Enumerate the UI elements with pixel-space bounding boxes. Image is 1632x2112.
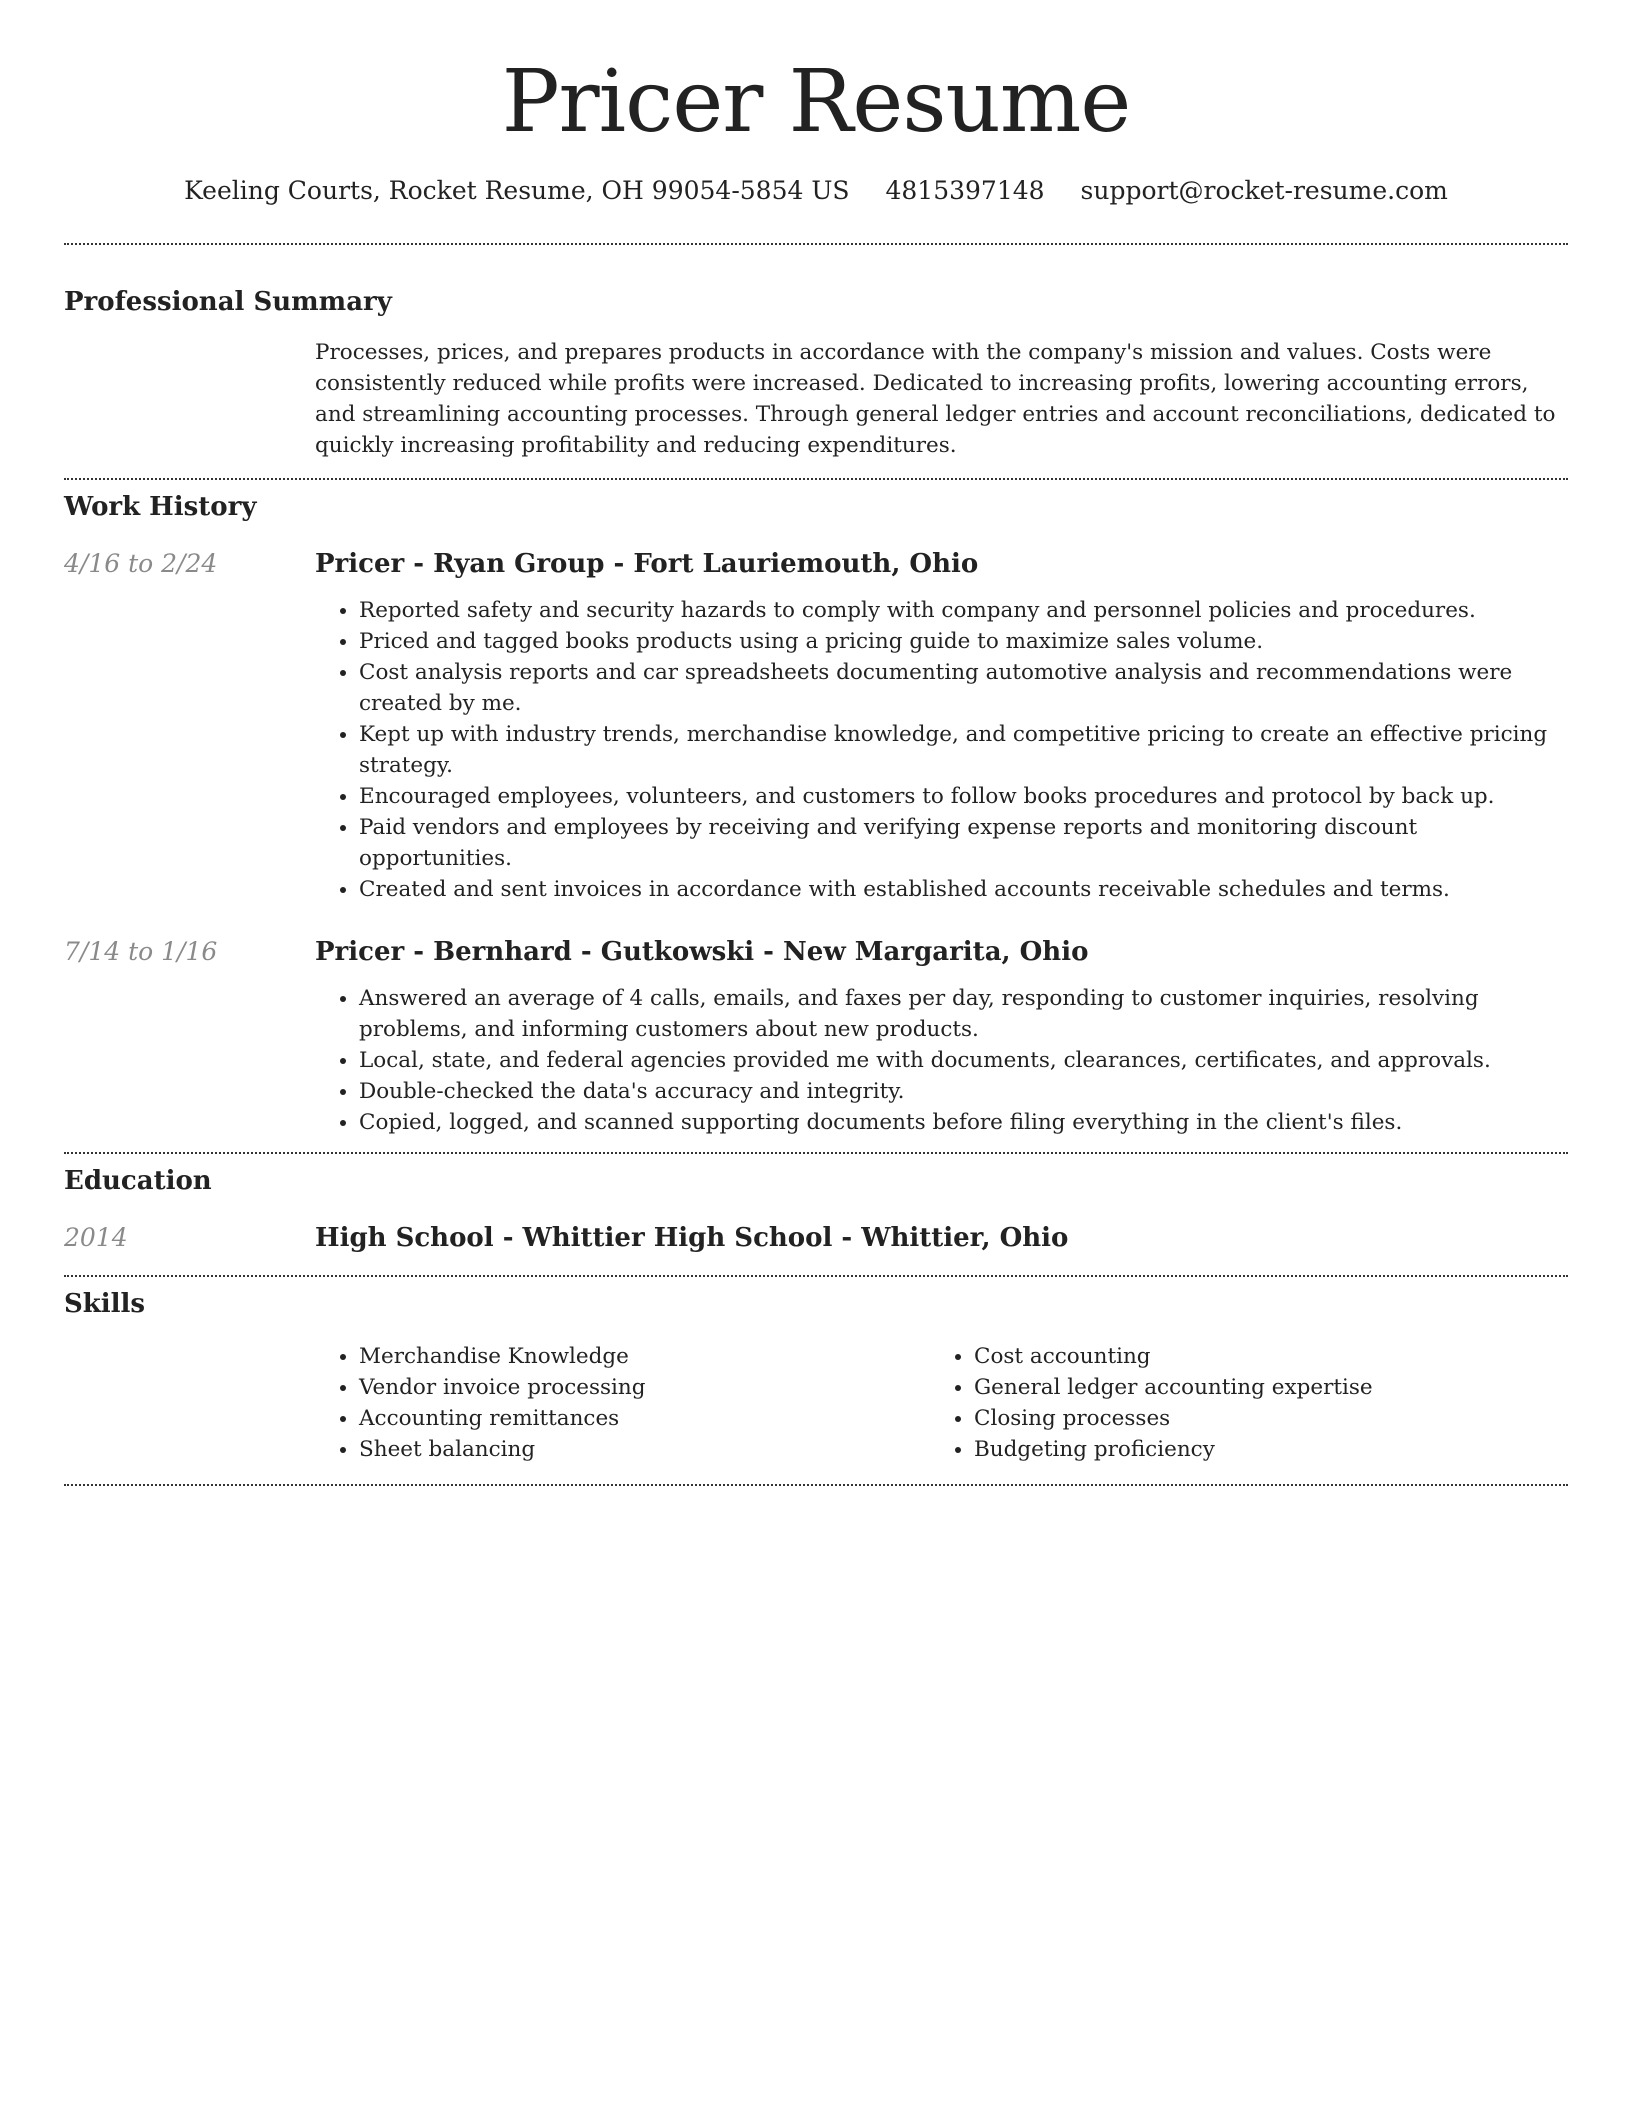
skills-list-right — [930, 1341, 1545, 1465]
section-title-skills: Skills — [64, 1289, 146, 1319]
skill-item: • Merchandise Knowledge — [359, 1341, 930, 1372]
work-history-section — [64, 480, 1568, 1138]
education-entry — [64, 1221, 1568, 1255]
skill-item: • Cost accounting — [974, 1341, 1545, 1372]
list-item: • Reported safety and security hazards to comply with company and personnel policies and procedures. — [359, 595, 1568, 626]
skill-item: • Closing processes — [974, 1403, 1545, 1434]
list-item: • Local, state, and federal agencies provided me with documents, clearances, certificates, and approvals. — [359, 1045, 1568, 1076]
skill-item: • Sheet balancing — [359, 1434, 930, 1465]
skill-item: • Budgeting proficiency — [974, 1434, 1545, 1465]
job-bullets — [315, 983, 1568, 1138]
skill-item: • General ledger accounting expertise — [974, 1372, 1545, 1403]
list-item: • Copied, logged, and scanned supporting documents before filing everything in the client's files. — [359, 1107, 1568, 1138]
summary-section — [64, 245, 1568, 461]
education-detail: High School - Whittier High School - Whittier, Ohio — [315, 1223, 1069, 1253]
skills-list-left — [315, 1341, 930, 1465]
list-item: • Priced and tagged books products using a pricing guide to maximize sales volume. — [359, 626, 1568, 657]
skill-item: • Accounting remittances — [359, 1403, 930, 1434]
resume-title: Pricer Resume — [501, 52, 1131, 152]
list-item: • Kept up with industry trends, merchandise knowledge, and competitive pricing to create an effective pricing strategy. — [359, 719, 1568, 781]
section-title-education: Education — [64, 1166, 212, 1196]
job-dates: 4/16 to 2/24 — [64, 549, 218, 578]
job-bullets — [315, 595, 1568, 905]
job-dates: 7/14 to 1/16 — [64, 937, 218, 966]
section-title-work-history: Work History — [64, 492, 257, 522]
skills-section — [64, 1277, 1568, 1465]
list-item: • Cost analysis reports and car spreadsheets documenting automotive analysis and recommendations were created by me. — [359, 657, 1568, 719]
divider — [64, 1484, 1568, 1486]
section-title-summary: Professional Summary — [64, 287, 392, 317]
contact-phone: 4815397148 — [885, 176, 1045, 205]
list-item: • Created and sent invoices in accordance with established accounts receivable schedules and terms. — [359, 874, 1568, 905]
summary-text: Processes, prices, and prepares products in accordance with the company's mission and values. Costs were consistently reduced while profits were increased. Dedicated to increasing profits, lowering accounting errors, and streamlining accounting processes. Through general ledger entries and account reconciliations, dedicated to quickly increasing profitability and reducing expenditures. — [315, 340, 1556, 458]
list-item: • Encouraged employees, volunteers, and customers to follow books procedures and protocol by back up. — [359, 781, 1568, 812]
skill-item: • Vendor invoice processing — [359, 1372, 930, 1403]
skills-grid — [315, 1341, 1568, 1465]
list-item: • Double-checked the data's accuracy and integrity. — [359, 1076, 1568, 1107]
job-title: Pricer - Ryan Group - Fort Lauriemouth, Ohio — [315, 549, 979, 579]
education-year: 2014 — [64, 1223, 128, 1252]
education-section — [64, 1154, 1568, 1255]
job-entry — [64, 935, 1568, 1138]
job-entry — [64, 547, 1568, 905]
contact-email: support@rocket-resume.com — [1080, 176, 1448, 205]
list-item: • Paid vendors and employees by receiving and verifying expense reports and monitoring discount opportunities. — [359, 812, 1568, 874]
list-item: • Answered an average of 4 calls, emails, and faxes per day, responding to customer inquiries, resolving problems, and informing customers about new products. — [359, 983, 1568, 1045]
contact-line — [64, 174, 1568, 208]
contact-address: Keeling Courts, Rocket Resume, OH 99054-5854 US — [184, 176, 850, 205]
job-title: Pricer - Bernhard - Gutkowski - New Margarita, Ohio — [315, 937, 1089, 967]
resume-page — [64, 0, 1568, 1486]
